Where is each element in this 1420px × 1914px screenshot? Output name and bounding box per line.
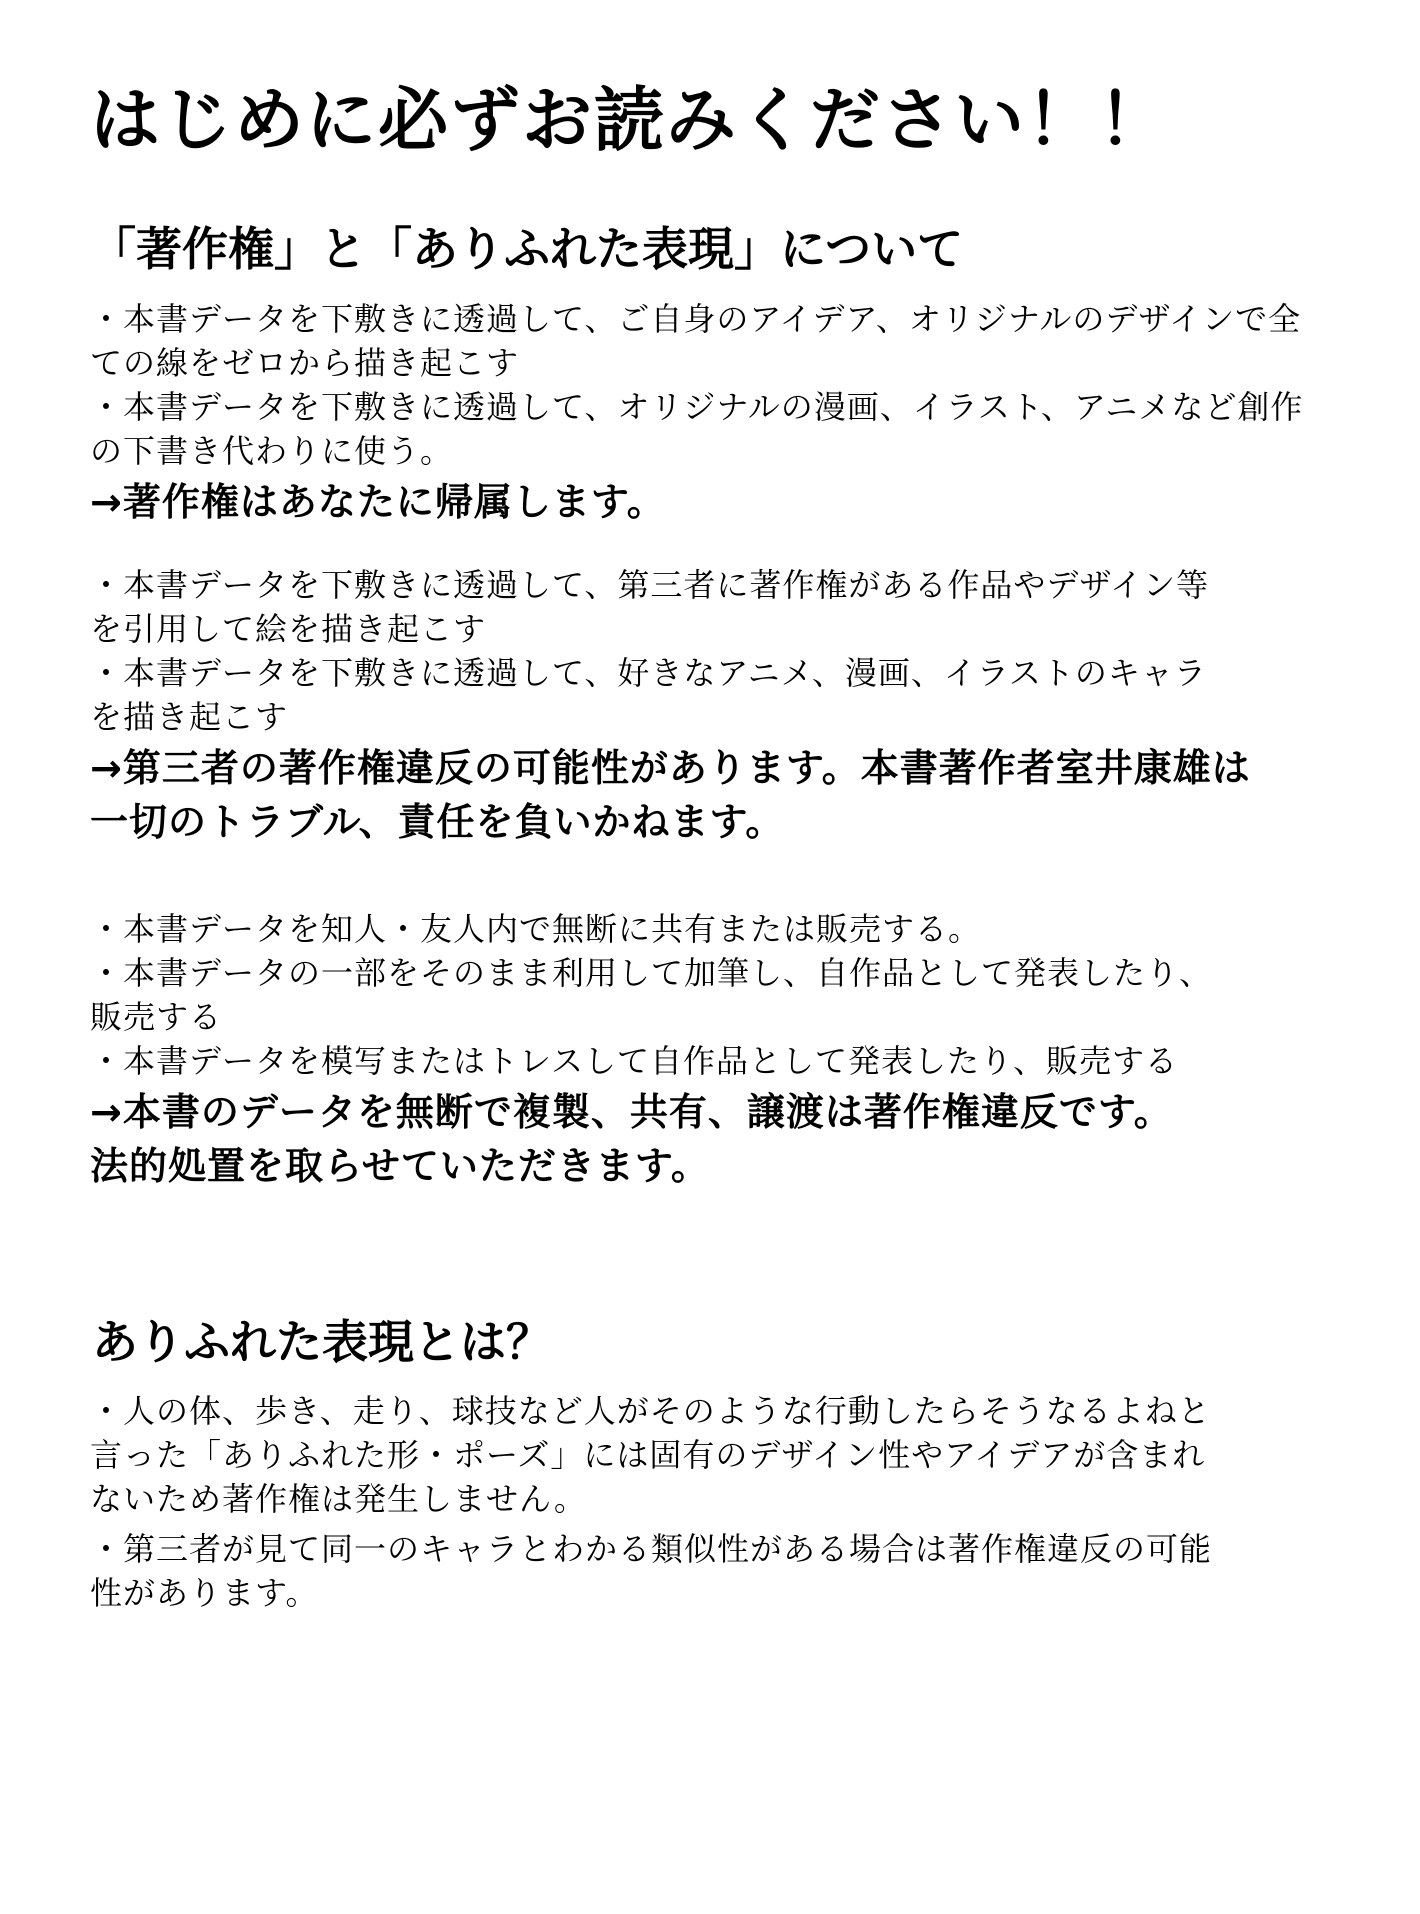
list-item: ・本書データを下敷きに透過して、ご自身のアイデア、オリジナルのデザインで全 ての線をゼロから描き起こす [90, 300, 1302, 382]
page-title: はじめに必ずお読みください！！ [90, 79, 1170, 161]
section-heading-copyright: 「著作権」と「ありふれた表現」について [90, 222, 964, 276]
section-heading-common-expression: ありふれた表現とは？ [92, 1315, 552, 1369]
list-item: ・人の体、歩き、走り、球技など人がそのような行動したらそうなるよねと 言った「ありふれた形・ポーズ」には固有のデザイン性やアイデアが含まれ ないため著作権は発生しません。 [90, 1392, 1211, 1518]
list-item: ・本書データを下敷きに透過して、第三者に著作権がある作品やデザイン等 を引用して絵を描き起こす [90, 566, 1210, 648]
list-item: ・本書データを知人・友人内で無断に共有または販売する。 [90, 910, 982, 948]
conclusion-text: →著作権はあなたに帰属します。 [90, 480, 666, 524]
rule-group-2 [90, 563, 1350, 849]
list-item: ・本書データを下敷きに透過して、好きなアニメ、漫画、イラストのキャラ を描き起こす [90, 654, 1207, 736]
conclusion-text: →第三者の著作権違反の可能性があります。本書著作者室井康雄は 一切のトラブル、責任を負いかねます。 [90, 746, 1251, 844]
rule-group-1 [90, 297, 1350, 529]
list-item: ・本書データを下敷きに透過して、オリジナルの漫画、イラスト、アニメなど創作 の下書き代わりに使う。 [90, 388, 1304, 470]
list-item: ・本書データを模写またはトレスして自作品として発表したり、販売する [90, 1042, 1179, 1080]
list-item: ・本書データの一部をそのまま利用して加筆し、自作品として発表したり、 販売する [90, 954, 1213, 1036]
list-item: ・第三者が見て同一のキャラとわかる類似性がある場合は著作権違反の可能 性があります。 [90, 1530, 1213, 1612]
conclusion-text: →本書のデータを無断で複製、共有、譲渡は著作権違反です。 法的処置を取らせていただきます。 [90, 1090, 1173, 1188]
common-expression-group [90, 1389, 1350, 1615]
rule-group-3 [90, 907, 1350, 1193]
